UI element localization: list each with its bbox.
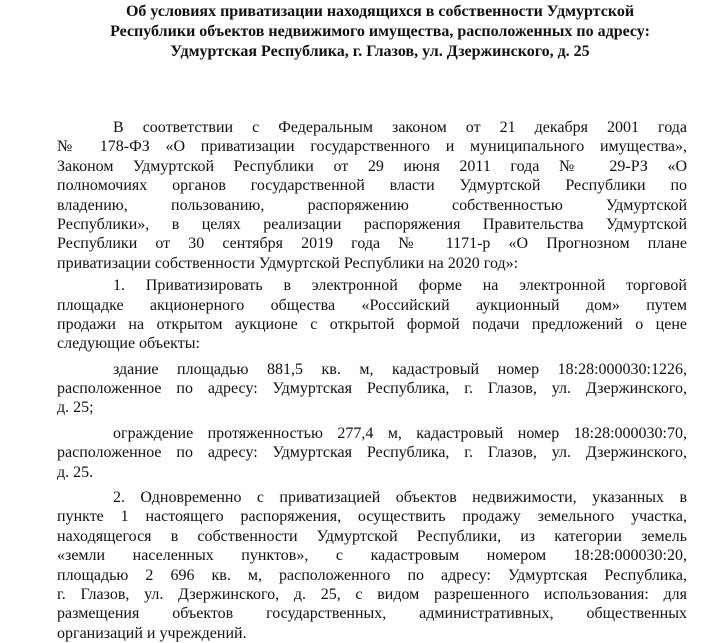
item-2-paragraph [57, 488, 687, 643]
text-line: 2. Одновременно с приватизацией объектов недвижимости, указанных в [113, 489, 687, 507]
title-line: Удмуртская Республика, г. Глазов, ул. Дзержинского, д. 25 [170, 43, 590, 60]
text-line: площадке акционерного общества «Российский аукционный дом» путем [57, 296, 687, 314]
text-line: размещения объектов государственных, административных, общественных [57, 605, 687, 623]
text-line: «земли населенных пунктов», с кадастровым номером 18:28:000030:20, [57, 547, 687, 565]
text-line: продажи на открытом аукционе с открытой формой подачи предложений о цене [57, 315, 687, 333]
text-line: следующие объекты: [57, 335, 200, 353]
text-line: Законом Удмуртской Республики от 29 июня 2011 года № 29-РЗ «О [57, 157, 687, 175]
text-line: Республики», в целях реализации распоряжения Правительства Удмуртской [57, 215, 687, 233]
text-line: площадью 2 696 кв. м, расположенного по адресу: Удмуртская Республика, [57, 566, 687, 584]
text-line: расположенное по адресу: Удмуртская Республика, г. Глазов, ул. Дзержинского, [57, 380, 687, 398]
title-line: Об условиях приватизации находящихся в собственности Удмуртской [125, 3, 635, 20]
text-line: расположенное по адресу: Удмуртская Республика, г. Глазов, ул. Дзержинского, [57, 444, 687, 462]
text-line: № 178-ФЗ «О приватизации государственного и муниципального имущества», [57, 138, 687, 156]
document-body [57, 118, 687, 643]
text-line: организаций и учреждений. [57, 624, 247, 642]
text-line: полномочиях органов государственной власти Удмуртской Республики по [57, 177, 687, 195]
text-line: д. 25. [57, 463, 94, 481]
text-line: приватизации собственности Удмуртской Республики на 2020 год»: [57, 254, 519, 272]
object-2-paragraph [57, 424, 687, 482]
preamble-paragraph [57, 118, 687, 273]
text-line: г. Глазов, ул. Дзержинского, д. 25, с видом разрешенного использования: для [57, 585, 687, 603]
text-line: д. 25; [57, 399, 94, 417]
text-line: 1. Приватизировать в электронной форме на электронной торговой [113, 277, 687, 295]
title-line: Республики объектов недвижимого имущества, расположенных по адресу: [110, 23, 650, 40]
text-line: ограждение протяженностью 277,4 м, кадастровый номер 18:28:000030:70, [113, 424, 687, 442]
text-line: находящегося в собственности Удмуртской Республики, из категории земель [57, 527, 687, 545]
text-line: Республики от 30 сентября 2019 года № 1171-р «О Прогнозном плане [57, 235, 687, 253]
text-line: владению, пользованию, распоряжению собственностью Удмуртской [57, 196, 687, 214]
object-1-paragraph [57, 360, 687, 418]
text-line: В соответствии с Федеральным законом от 21 декабря 2001 года [113, 119, 687, 136]
document-title [60, 2, 700, 62]
text-line: здание площадью 881,5 кв. м, кадастровый номер 18:28:000030:1226, [113, 360, 687, 378]
text-line: пункте 1 настоящего распоряжения, осуществить продажу земельного участка, [57, 508, 687, 526]
item-1-paragraph [57, 276, 687, 354]
